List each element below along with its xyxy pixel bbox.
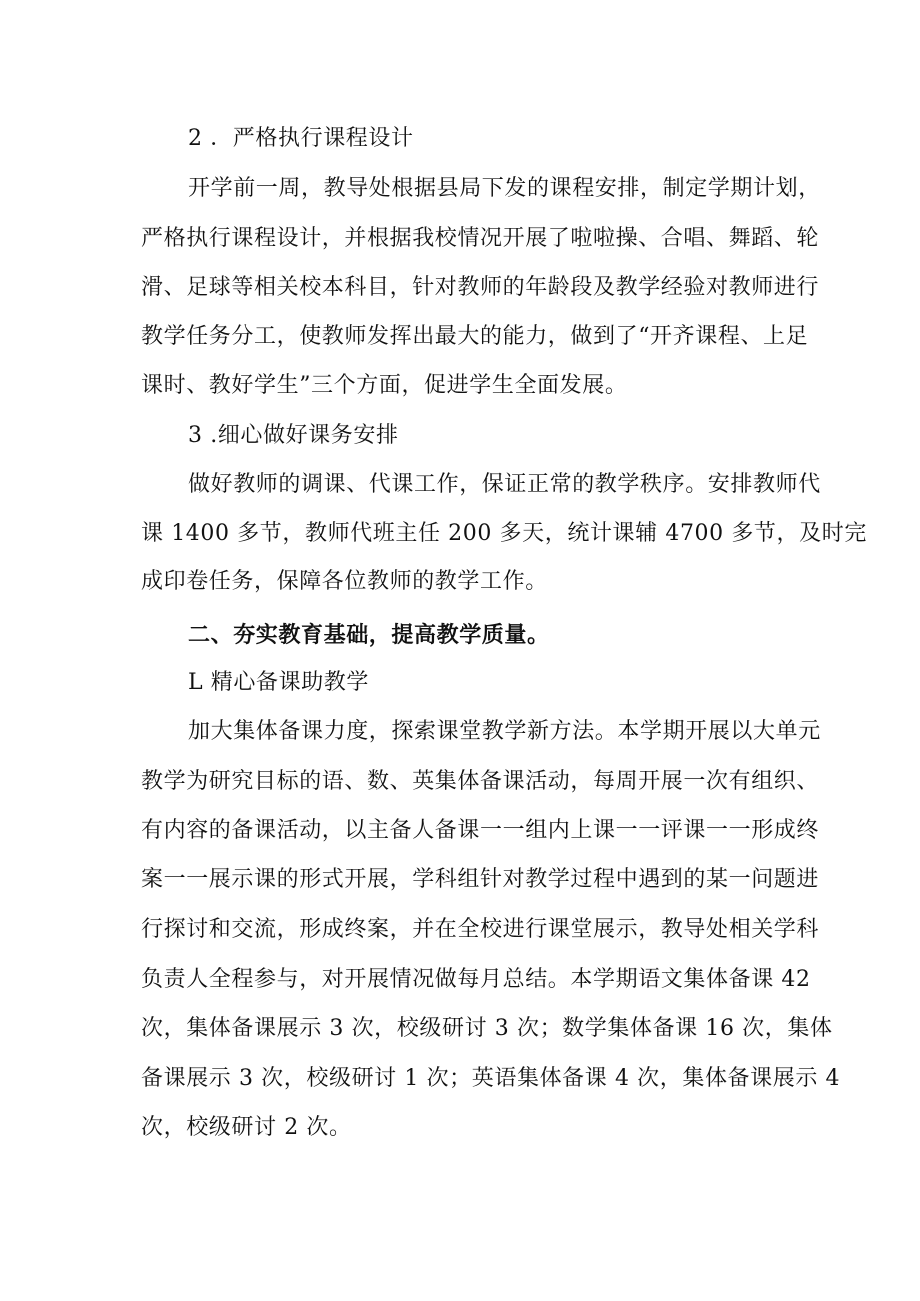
paragraph-line: 做好教师的调课、代课工作，保证正常的教学秩序。安排教师代	[188, 472, 821, 497]
item-1-heading: L 精心备课助教学	[188, 670, 370, 695]
paragraph-line: 行探讨和交流，形成终案，并在全校进行课堂展示，教导处相关学科	[141, 917, 820, 942]
paragraph-line: 课时、教好学生”三个方面，促进学生全面发展。	[141, 373, 628, 398]
paragraph-line: 严格执行课程设计，并根据我校情况开展了啦啦操、合唱、舞蹈、轮	[141, 226, 820, 251]
paragraph-line: 教学为研究目标的语、数、英集体备课活动，每周开展一次有组织、	[141, 769, 820, 794]
paragraph-line: 案一一展示课的形式开展，学科组针对教学过程中遇到的某一问题进	[141, 867, 820, 892]
section-3-heading: 3 .细心做好课务安排	[188, 423, 399, 448]
paragraph-line: 课 1400 多节，教师代班主任 200 多天，统计课辅 4700 多节，及时完	[141, 521, 867, 546]
section-2-heading: 2 ．严格执行课程设计	[188, 126, 414, 151]
paragraph-line: 加大集体备课力度，探索课堂教学新方法。本学期开展以大单元	[188, 719, 821, 744]
paragraph-line: 开学前一周，教导处根据县局下发的课程安排，制定学期计划，	[188, 176, 821, 201]
paragraph-line: 成印卷任务，保障各位教师的教学工作。	[141, 569, 548, 594]
paragraph-line: 备课展示 3 次，校级研讨 1 次；英语集体备课 4 次，集体备课展示 4	[141, 1066, 841, 1091]
paragraph-line: 有内容的备课活动，以主备人备课一一组内上课一一评课一一形成终	[141, 818, 820, 843]
paragraph-line: 滑、足球等相关校本科目，针对教师的年龄段及教学经验对教师进行	[141, 275, 820, 300]
paragraph-line: 次，校级研讨 2 次。	[141, 1115, 352, 1140]
paragraph-line: 负责人全程参与，对开展情况做每月总结。本学期语文集体备课 42	[141, 967, 811, 992]
paragraph-line: 次，集体备课展示 3 次，校级研讨 3 次；数学集体备课 16 次，集体	[141, 1016, 833, 1041]
paragraph-line: 教学任务分工，使教师发挥出最大的能力，做到了“开齐课程、上足	[141, 324, 809, 349]
part-2-heading: 二、夯实教育基础，提高教学质量。	[188, 622, 550, 648]
